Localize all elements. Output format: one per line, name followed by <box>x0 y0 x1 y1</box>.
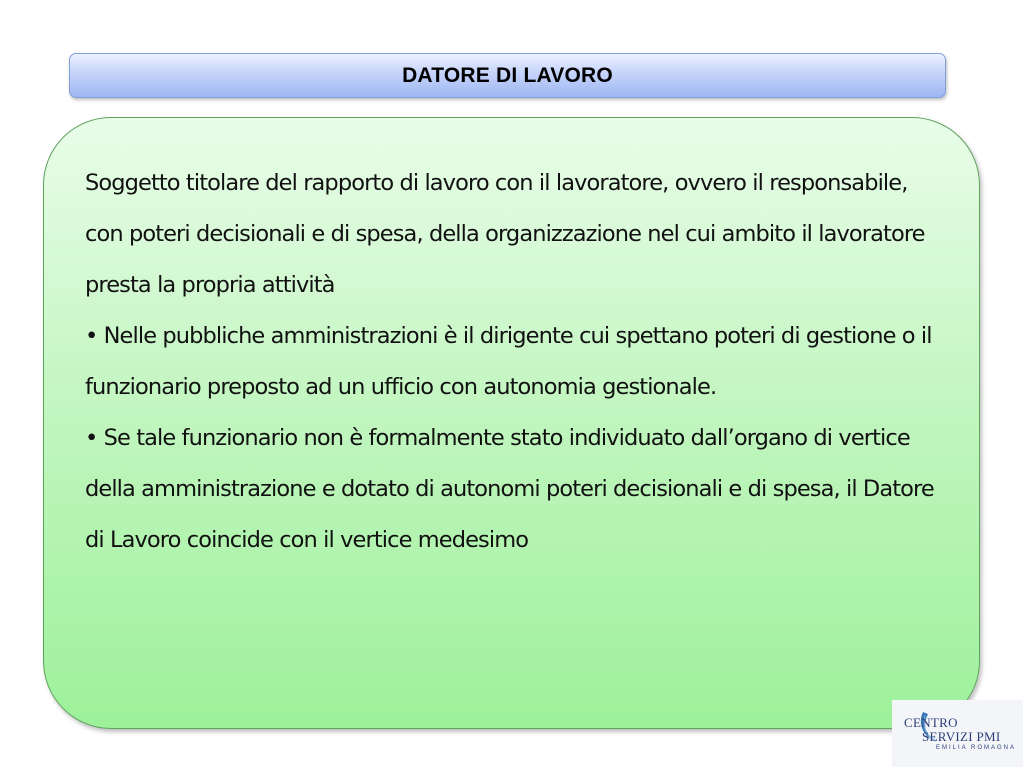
definition-paragraph: Soggetto titolare del rapporto di lavoro con il lavoratore, ovvero il responsabile, con poteri decisionali e di spesa, della organizzazione nel cui ambito il lavoratore presta la propria attività <box>85 170 925 298</box>
slide-title: DATORE DI LAVORO <box>402 63 613 87</box>
content-text <box>85 158 945 566</box>
bullet-paragraph-public-administration: • Nelle pubbliche amministrazioni è il dirigente cui spettano poteri di gestione o il funzionario preposto ad un ufficio con autonomia gestionale. <box>85 323 932 400</box>
logo-line-servizi: SERVIZI PMI <box>922 729 1001 744</box>
logo-line-region: EMILIA ROMAGNA <box>936 745 1017 751</box>
centro-servizi-logo <box>892 700 1023 767</box>
title-bar <box>69 53 946 98</box>
logo-line-centro: CENTRO <box>904 715 958 730</box>
content-box <box>43 117 980 729</box>
bullet-paragraph-vertice: • Se tale funzionario non è formalmente stato individuato dall’organo di vertice della amministrazione e dotato di autonomi poteri decisionali e di spesa, il Datore di Lavoro coincide con il vertice medesimo <box>85 425 934 553</box>
